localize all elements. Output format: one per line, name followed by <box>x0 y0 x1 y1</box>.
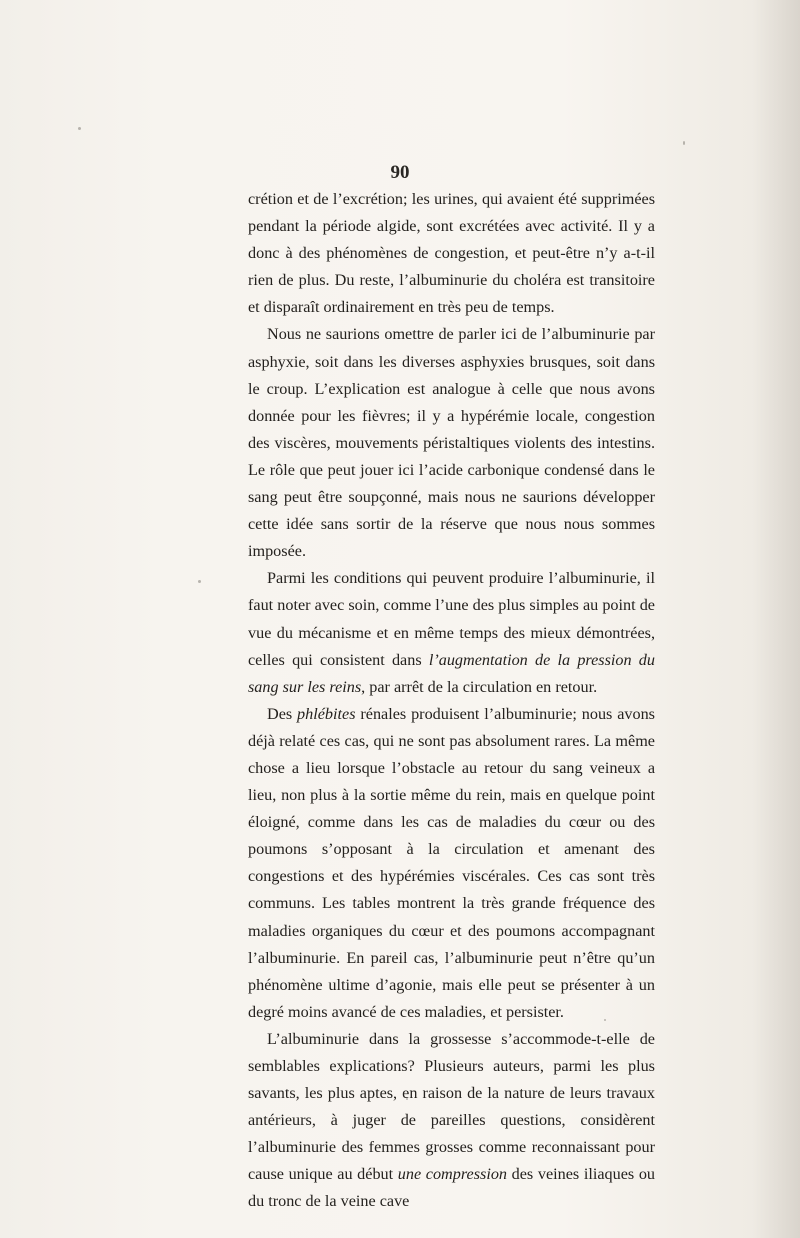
paragraph-text: Parmi les conditions qui peuvent produire l’albuminurie, il faut noter avec soin, comme l’une des plus simples au point de vue du mécanisme et en même temps des mieux démontrées, celles qui consistent dans <box>248 569 655 669</box>
paragraph-text: des veines iliaques ou du tronc de la veine cave <box>248 1165 656 1211</box>
paragraph-text: crétion et de l’excrétion; les urines, qui avaient été supprimées pendant la période algide, sont excrétées avec activité. Il y a donc à des phénomènes de congestion, et peut-être n’y a-t-il rien de plus. Du reste, l’albuminurie du choléra est transitoire et disparaît ordinairement en très peu de temps. <box>248 190 655 317</box>
paragraph-text: L’albuminurie dans la grossesse s’accommode-t-elle de semblables explications? Plusieurs auteurs, parmi les plus savants, les plus aptes, en raison de la nature de leurs travaux antérieurs, à juger de pareilles questions, considèrent l’albuminurie des femmes grosses comme reconnaissant pour cause unique au début <box>248 1029 655 1184</box>
paragraph-text: Nous ne saurions omettre de parler ici de l’albuminurie par asphyxie, soit dans les diverses asphyxies brusques, soit dans le croup. L’explication est analogue à celle que nous avons donnée pour les fièvres; il y a hypérémie locale, congestion des viscères, mouvements péristaltiques violents des intestins. Le rôle que peut jouer ici l’acide carbonique condensé dans le sang peut être soupçonné, mais nous ne saurions développer cette idée sans sortir de la réserve que nous nous sommes imposée. <box>248 325 655 561</box>
paper-speck <box>198 580 201 583</box>
paragraph-2 <box>248 321 655 565</box>
italic-phrase: une compression <box>397 1165 508 1184</box>
paragraph-text: Des <box>267 704 298 723</box>
paragraph-3 <box>248 565 655 700</box>
body-text <box>248 186 655 1216</box>
italic-phrase: l’augmentation de la pression du sang sur les reins <box>248 650 655 696</box>
paragraph-4 <box>248 701 655 1026</box>
paper-speck <box>683 141 685 145</box>
paragraph-1 <box>248 186 655 321</box>
italic-phrase: phlébites <box>297 704 356 723</box>
paper-speck <box>604 1019 606 1021</box>
page-number: 90 <box>390 162 410 183</box>
paper-speck <box>78 127 81 130</box>
paragraph-text: , par arrêt de la circulation en retour. <box>361 677 598 696</box>
paper-speck <box>406 1098 408 1100</box>
paragraph-text: rénales produisent l’albuminurie; nous avons déjà relaté ces cas, qui ne sont pas absolument rares. La même chose a lieu lorsque l’obstacle au retour du sang veineux a lieu, non plus à la sortie même du rein, mais en quelque point éloigné, comme dans les cas de maladies du cœur ou des poumons s’opposant à la circulation et amenant des congestions et des hypérémies viscérales. Ces cas sont très communs. Les tables montrent la très grande fréquence des maladies organiques du cœur et des poumons accompagnant l’albuminurie. En pareil cas, l’albuminurie peut n’être qu’un phénomène ultime d’agonie, mais elle peut se présenter à un degré moins avancé de ces maladies, et persister. <box>248 704 655 1021</box>
paragraph-5 <box>248 1026 655 1216</box>
